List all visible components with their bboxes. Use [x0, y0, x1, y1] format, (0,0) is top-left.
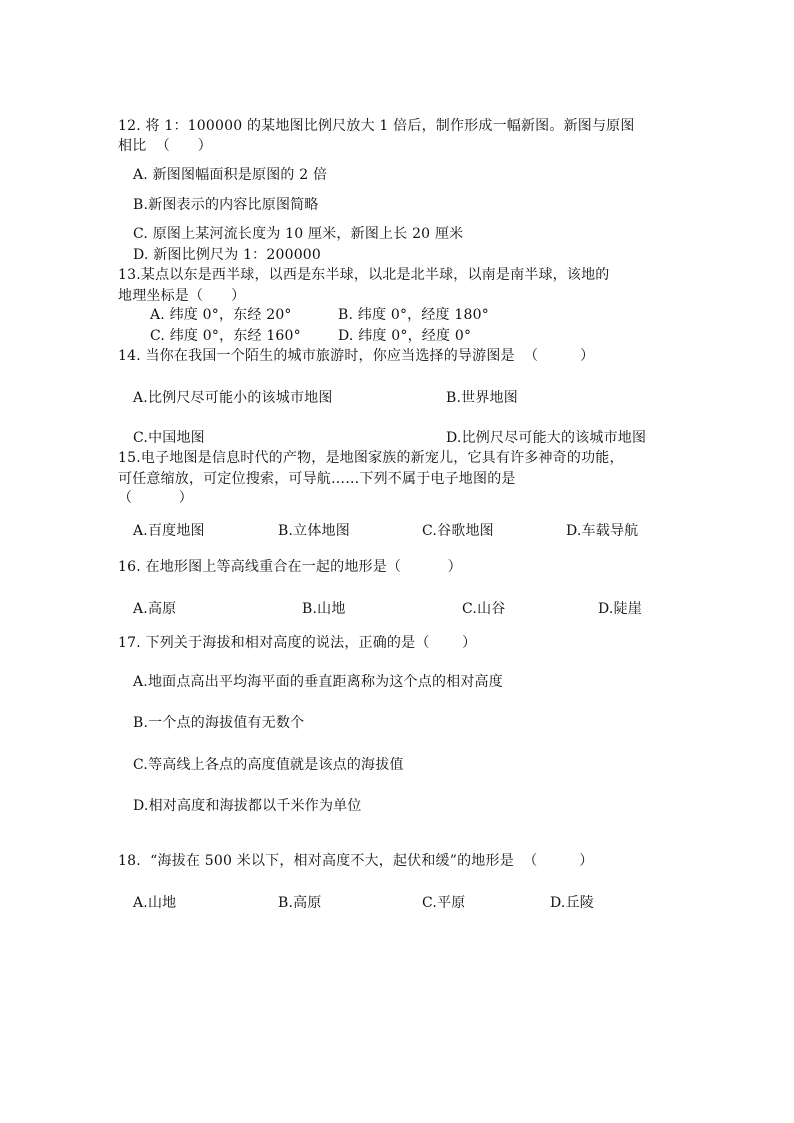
q13-option-a: A. 纬度 0°，东经 20° — [150, 307, 292, 323]
q16-option-a: A.高原 — [133, 601, 177, 617]
q15-option-b: B.立体地图 — [278, 523, 350, 539]
q18-option-d: D.丘陵 — [550, 895, 594, 911]
q12-option-a: A. 新图图幅面积是原图的 2 倍 — [133, 167, 328, 183]
q18-option-b: B.高原 — [278, 895, 322, 911]
q12-stem-line2: 相比 （ ） — [118, 138, 213, 154]
q12-stem-line1: 12. 将 1：100000 的某地图比例尺放大 1 倍后，制作形成一幅新图。新图与原图 — [118, 118, 635, 134]
q13-stem-line2: 地理坐标是（ ） — [118, 288, 246, 304]
q12-option-b: B.新图表示的内容比原图简略 — [133, 197, 319, 213]
q15-option-d: D.车载导航 — [566, 523, 639, 539]
q16-option-c: C.山谷 — [462, 601, 506, 617]
q15-stem-line3: （ ） — [118, 490, 193, 506]
q15-stem-line1: 15.电子地图是信息时代的产物，是地图家族的新宠儿，它具有许多神奇的功能， — [118, 450, 624, 466]
q16-option-b: B.山地 — [302, 601, 346, 617]
q12-option-d: D. 新图比例尺为 1：200000 — [133, 247, 322, 263]
q17-option-a: A.地面点高出平均海平面的垂直距离称为这个点的相对高度 — [133, 674, 503, 690]
q17-option-b: B.一个点的海拔值有无数个 — [133, 715, 305, 731]
q18-option-a: A.山地 — [133, 895, 177, 911]
q18-stem: 18. “海拔在 500 米以下，相对高度不大，起伏和缓”的地形是 （ ） — [118, 853, 594, 869]
q15-stem-line2: 可任意缩放，可定位搜索，可导航……下列不属于电子地图的是 — [118, 471, 516, 487]
q14-stem: 14. 当你在我国一个陌生的城市旅游时，你应当选择的导游图是 （ ） — [118, 348, 595, 364]
q14-option-c: C.中国地图 — [133, 430, 205, 446]
q14-option-b: B.世界地图 — [446, 390, 518, 406]
q13-option-d: D. 纬度 0°，经度 0° — [338, 328, 472, 344]
q18-option-c: C.平原 — [422, 895, 466, 911]
q14-option-a: A.比例尺尽可能小的该城市地图 — [133, 390, 333, 406]
q17-option-c: C.等高线上各点的高度值就是该点的海拔值 — [133, 757, 404, 773]
q13-option-b: B. 纬度 0°，经度 180° — [338, 307, 489, 323]
q16-option-d: D.陡崖 — [598, 601, 642, 617]
q16-stem: 16. 在地形图上等高线重合在一起的地形是（ ） — [118, 559, 462, 575]
q15-option-c: C.谷歌地图 — [422, 523, 494, 539]
q17-stem: 17. 下列关于海拔和相对高度的说法，正确的是（ ） — [118, 635, 477, 651]
q15-option-a: A.百度地图 — [133, 523, 205, 539]
q17-option-d: D.相对高度和海拔都以千米作为单位 — [133, 798, 362, 814]
q12-option-c: C. 原图上某河流长度为 10 厘米，新图上长 20 厘米 — [133, 226, 464, 242]
q13-stem-line1: 13.某点以东是西半球，以西是东半球，以北是北半球，以南是南半球，该地的 — [118, 267, 610, 283]
q14-option-d: D.比例尺尽可能大的该城市地图 — [446, 430, 647, 446]
q13-option-c: C. 纬度 0°，东经 160° — [150, 328, 301, 344]
